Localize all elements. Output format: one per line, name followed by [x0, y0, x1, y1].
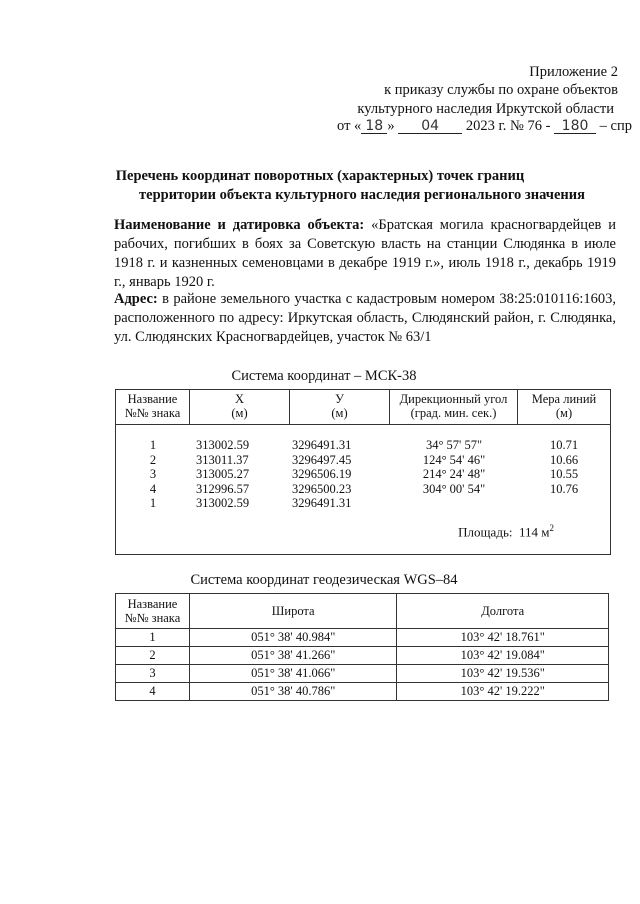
- direction-angle: 214° 24' 48": [422, 467, 486, 482]
- coord-x: 313002.59: [196, 496, 250, 511]
- coord-y: 3296506.19: [292, 467, 352, 482]
- table-row: [116, 683, 609, 701]
- longitude: 103° 42' 19.084": [397, 647, 609, 665]
- msk38-table: [115, 389, 611, 555]
- latitude: 051° 38' 40.984": [189, 629, 397, 647]
- area-label: Площадь:: [458, 524, 513, 540]
- header-x: X (м): [190, 390, 290, 424]
- point-number: 1: [116, 629, 190, 647]
- table-row: [116, 438, 610, 453]
- order-day-handwritten: 18: [361, 119, 387, 134]
- order-prefix: от «: [337, 118, 362, 134]
- latitude: 051° 38' 41.266": [189, 647, 397, 665]
- line-length: [518, 496, 610, 511]
- header-y: У (м): [290, 390, 390, 424]
- table-row: [116, 665, 609, 683]
- order-mid1: »: [387, 118, 395, 134]
- point-number: 2: [149, 452, 157, 467]
- object-text: «Братская могила красногвардейцев и рабочих, погибших в боях за Советскую власть на станции Слюдянка в июле 1918 г. и казненных семеновцами в декабре 1919 г.», июль 1918 г., декабрь 1919 г., январь 1920 г.: [114, 217, 616, 290]
- point-number: 3: [149, 467, 157, 482]
- latitude: 051° 38' 41.066": [189, 665, 397, 683]
- line-length: 10.66: [549, 452, 579, 467]
- line-length: 10.76: [549, 481, 579, 496]
- direction-angle: 304° 00' 54": [422, 481, 486, 496]
- document-title-line2: территории объекта культурного наследия регионального значения: [139, 187, 585, 203]
- longitude: 103° 42' 19.222": [397, 683, 609, 701]
- table-row: [116, 647, 609, 665]
- latitude: 051° 38' 40.786": [189, 683, 397, 701]
- header-latitude: Широта: [189, 594, 397, 629]
- line-length: 10.71: [549, 438, 579, 452]
- header-longitude: Долгота: [397, 594, 609, 629]
- coord-y: 3296497.45: [292, 452, 352, 467]
- coord-x: 312996.57: [196, 481, 250, 496]
- direction-angle: 34° 57' 57": [425, 438, 483, 452]
- order-region-line: культурного наследия Иркутской области: [357, 101, 614, 117]
- document-title-line1: Перечень координат поворотных (характерных) точек границ: [115, 168, 525, 184]
- address-label: Адрес:: [114, 291, 158, 307]
- area-number: 114: [518, 524, 539, 540]
- address-text: в районе земельного участка с кадастровым номером 38:25:010116:1603, расположенного по адресу: Иркутская область, Слюдянский район, г. Слюдянка, ул. Слюдянских Красногвардейцев, участок № 63/1: [114, 291, 616, 345]
- address-block: [114, 290, 616, 347]
- order-issuer-line: к приказу службы по охране объектов: [384, 82, 618, 98]
- point-number: 4: [116, 683, 190, 701]
- wgs84-table: [115, 593, 609, 701]
- wgs84-table-header: [116, 594, 609, 629]
- table1-caption: Система координат – МСК-38: [231, 368, 417, 384]
- header-point-number: Название №№ знака: [116, 390, 190, 424]
- header-line-length: Мера линий (м): [531, 392, 597, 420]
- longitude: 103° 42' 19.536": [397, 665, 609, 683]
- header-direction-angle: Дирекционный угол (град. мин. сек.): [390, 390, 518, 424]
- point-number: 3: [116, 665, 190, 683]
- table-row: [116, 496, 610, 511]
- point-number: 2: [116, 647, 190, 665]
- order-mid2: 2023 г. № 76 -: [465, 118, 551, 134]
- point-number: 4: [149, 481, 157, 496]
- order-date-line: [337, 117, 632, 135]
- area-unit-exponent: 2: [549, 523, 554, 533]
- coord-y: 3296500.23: [292, 481, 352, 496]
- point-number: 1: [149, 496, 157, 511]
- coord-x: 313002.59: [196, 438, 250, 452]
- longitude: 103° 42' 18.761": [397, 629, 609, 647]
- order-month-handwritten: 04: [398, 119, 462, 134]
- table-row: [116, 629, 609, 647]
- object-label: Наименование и датировка объекта:: [114, 217, 365, 233]
- table-row: [116, 467, 610, 482]
- order-suffix: – спр: [599, 118, 632, 134]
- coord-x: 313011.37: [196, 452, 249, 467]
- area-unit: м: [541, 524, 550, 540]
- object-description: [114, 216, 616, 292]
- table2-caption: Система координат геодезическая WGS–84: [190, 572, 458, 588]
- coord-y: 3296491.31: [292, 438, 352, 452]
- direction-angle: 124° 54' 46": [422, 452, 486, 467]
- msk38-table-body: [116, 438, 610, 511]
- coord-y: 3296491.31: [292, 496, 352, 511]
- header-point-number: Название №№ знака: [116, 594, 190, 629]
- area-value: [458, 523, 554, 540]
- direction-angle: [390, 496, 518, 511]
- table-row: [116, 453, 610, 468]
- coord-x: 313005.27: [196, 467, 250, 482]
- appendix-label: Приложение 2: [529, 64, 618, 80]
- line-length: 10.55: [549, 467, 579, 482]
- point-number: 1: [149, 438, 157, 452]
- order-number-handwritten: 180: [554, 119, 596, 134]
- msk38-table-header: [116, 390, 610, 425]
- table-row: [116, 482, 610, 497]
